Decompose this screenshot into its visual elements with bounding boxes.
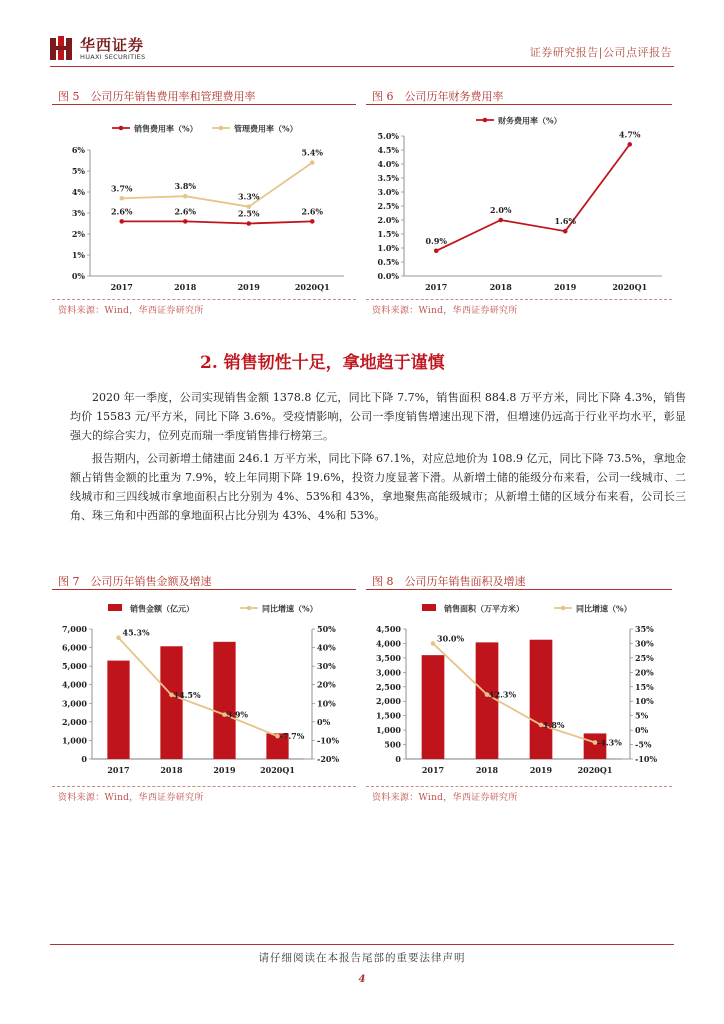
figure6-source-line (366, 299, 672, 300)
y-tick-label: 4% (71, 187, 85, 197)
y-tick-label: 0 (395, 754, 401, 764)
header-divider (50, 66, 674, 67)
bar (476, 642, 499, 759)
data-point (310, 219, 315, 224)
x-tick-label: 2018 (160, 765, 183, 775)
y2-tick-label: 25% (635, 652, 654, 663)
data-point (627, 142, 632, 147)
legend-label-0: 销售面积（万平方米） (444, 603, 524, 614)
series-line-0 (122, 221, 313, 223)
figure5-chart (52, 106, 356, 298)
x-tick-label: 2017 (425, 282, 448, 292)
y2-tick-label: -5% (635, 739, 652, 750)
growth-point (116, 635, 121, 640)
y-tick-label: 0.0% (377, 271, 399, 281)
y2-tick-label: -10% (317, 735, 340, 746)
y2-tick-label: 0% (317, 716, 331, 727)
figure8-title: 图 8 公司历年销售面积及增速 (372, 575, 526, 588)
bar (213, 642, 235, 759)
y-tick-label: 2% (71, 229, 85, 239)
data-label: 2.5% (237, 208, 260, 219)
y-tick-label: 6% (71, 145, 85, 155)
growth-label: 30.0% (437, 633, 465, 644)
data-point (183, 219, 188, 224)
x-tick-label: 2020Q1 (577, 765, 613, 775)
report-type: 证券研究报告|公司点评报告 (529, 46, 672, 59)
figure6-title: 图 6 公司历年财务费用率 (372, 90, 504, 103)
data-label: 2.6% (301, 206, 324, 217)
y2-tick-label: -20% (317, 754, 340, 764)
figure7-chart (52, 591, 356, 783)
figure5-source-line (52, 299, 356, 300)
x-tick-label: 2019 (529, 765, 553, 775)
y-tick-label: 3,000 (61, 698, 87, 709)
figure7-title-line (52, 589, 356, 590)
growth-label: 14.5% (173, 689, 201, 700)
y-tick-label: 2.5% (377, 201, 399, 211)
y-tick-label: 1,500 (375, 710, 401, 721)
y-tick-label: 1.0% (377, 243, 399, 253)
y-tick-label: 3% (71, 208, 85, 218)
data-point (246, 221, 251, 226)
y2-tick-label: 5% (635, 710, 649, 721)
page-number: 4 (358, 974, 366, 985)
y-tick-label: 4,000 (375, 638, 401, 649)
y2-tick-label: 10% (635, 696, 654, 707)
figure7-source-line (52, 786, 356, 787)
bar (530, 640, 553, 759)
y2-tick-label: 40% (317, 642, 336, 653)
legend-marker-0 (483, 118, 488, 123)
legend-marker-1 (247, 606, 252, 611)
data-label: 3.3% (237, 191, 260, 202)
legend-label-1: 同比增速（%） (262, 603, 318, 614)
figure6-source: 资料来源：Wind，华西证券研究所 (372, 306, 518, 316)
y-tick-label: 6,000 (61, 642, 87, 653)
data-point (498, 218, 503, 223)
y-tick-label: 3,000 (375, 667, 401, 678)
growth-line (119, 638, 278, 736)
x-tick-label: 2020Q1 (612, 282, 648, 292)
y-tick-label: 3,500 (375, 652, 401, 663)
growth-label: 1.8% (543, 719, 565, 730)
data-label: 3.7% (110, 183, 133, 194)
legend-swatch-0 (108, 604, 122, 611)
growth-label: 3.9% (226, 709, 249, 720)
y2-tick-label: 10% (317, 698, 336, 709)
y-tick-label: 0 (81, 754, 87, 764)
y-tick-label: 1.5% (377, 229, 399, 239)
y-tick-label: 2,500 (375, 681, 401, 692)
company-name-en: HUAXI SECURITIES (80, 53, 146, 61)
y-tick-label: 4,000 (61, 679, 87, 690)
y-tick-label: 5% (71, 166, 85, 176)
data-point (434, 249, 439, 254)
figure5-title: 图 5 公司历年销售费用率和管理费用率 (58, 90, 256, 103)
figure6-chart (366, 106, 672, 298)
growth-label: 45.3% (122, 627, 150, 638)
y2-tick-label: 50% (317, 624, 336, 634)
y-tick-label: 5,000 (61, 661, 87, 672)
legend-label-0: 销售金额（亿元） (130, 603, 194, 614)
bar (107, 661, 129, 759)
data-label: 1.6% (554, 216, 577, 227)
data-label: 2.6% (110, 206, 133, 217)
growth-point (431, 641, 436, 646)
y-tick-label: 4.5% (377, 145, 399, 155)
y2-tick-label: 35% (635, 624, 654, 634)
series-line-0 (436, 144, 630, 250)
x-tick-label: 2018 (475, 765, 499, 775)
x-tick-label: 2018 (174, 282, 197, 292)
data-label: 5.4% (301, 147, 324, 158)
y-tick-label: 4,500 (375, 624, 401, 634)
legend-marker-1 (561, 606, 566, 611)
legal-notice: 请仔细阅读在本报告尾部的重要法律声明 (258, 952, 466, 964)
legend-marker-0 (119, 126, 124, 131)
y2-tick-label: 15% (635, 681, 654, 692)
x-tick-label: 2018 (489, 282, 512, 292)
y-tick-label: 0% (71, 271, 85, 281)
data-point (310, 160, 315, 165)
figure8-chart (366, 591, 672, 783)
legend-label-0: 销售费用率（%） (134, 123, 198, 134)
data-label: 4.7% (618, 129, 641, 140)
data-point (563, 229, 568, 234)
paragraph-1: 2020 年一季度，公司实现销售金额 1378.8 亿元，同比下降 7.7%，销售面积 884.8 万平方米，同比下降 4.3%，销售均价 15583 元/平方米，同比下降 3.6%。受疫情影响，公司一季度销售增速出现下滑，但增速仍远高于行业平均水平，彰显强大的综合实力，位列克而瑞一季度销售排行榜第三。 (70, 391, 686, 442)
y-tick-label: 3.5% (377, 173, 399, 183)
x-tick-label: 2020Q1 (260, 765, 295, 775)
x-tick-label: 2020Q1 (294, 282, 330, 292)
figure8-source: 资料来源：Wind，华西证券研究所 (372, 793, 518, 803)
figure7-title: 图 7 公司历年销售金额及增速 (58, 575, 212, 588)
figure5-title-line (52, 104, 356, 105)
growth-label: 12.3% (489, 689, 517, 700)
x-tick-label: 2019 (213, 765, 236, 775)
y-tick-label: 5.0% (377, 131, 399, 141)
x-tick-label: 2017 (421, 765, 445, 775)
y2-tick-label: 30% (317, 661, 336, 672)
data-point (119, 196, 124, 201)
figure8-title-line (366, 589, 672, 590)
y-tick-label: 1% (71, 250, 85, 260)
x-tick-label: 2017 (110, 282, 133, 292)
data-point (246, 204, 251, 209)
y-tick-label: 3.0% (377, 187, 399, 197)
huaxi-logo-icon (50, 36, 72, 60)
y-tick-label: 500 (384, 739, 401, 750)
figure8-source-line (366, 786, 672, 787)
y2-tick-label: 30% (635, 638, 654, 649)
y-tick-label: 2,000 (61, 716, 87, 727)
paragraph-2: 报告期内，公司新增土储建面 246.1 万平方米，同比下降 67.1%，对应总地价为 108.9 亿元，同比下降 73.5%，拿地金额占销售金额的比重为 7.9%，较上年同期下降 19.6%，投资力度显著下滑。从新增土储的能级分布来看，公司一线城市、二线城市和三四线城市拿地面积占比分别为 4%、53%和 43%，拿地聚焦高能级城市；从新增土储的区域分布来看，公司长三角、珠三角和中西部的拿地面积占比分别为 43%、4%和 53%。 (70, 452, 686, 522)
growth-label: -7.7% (279, 731, 305, 742)
y-tick-label: 2,000 (375, 696, 401, 707)
data-label: 0.9% (425, 235, 448, 246)
y2-tick-label: 20% (635, 667, 654, 678)
data-point (183, 194, 188, 199)
legend-label-1: 同比增速（%） (576, 603, 632, 614)
x-tick-label: 2019 (237, 282, 260, 292)
y2-tick-label: -10% (635, 754, 658, 764)
bar (422, 655, 445, 759)
company-name-cn: 华西证券 (80, 36, 145, 54)
y-tick-label: 1,000 (375, 725, 401, 736)
y-tick-label: 7,000 (61, 624, 87, 634)
legend-label-1: 管理费用率（%） (234, 123, 298, 134)
legend-swatch-0 (422, 604, 436, 611)
growth-label: -4.3% (597, 737, 622, 748)
data-point (119, 219, 124, 224)
x-tick-label: 2019 (554, 282, 577, 292)
y-tick-label: 0.5% (377, 257, 399, 267)
y-tick-label: 2.0% (377, 215, 399, 225)
footer-divider (50, 944, 674, 945)
y2-tick-label: 0% (635, 725, 649, 736)
body-text (70, 388, 686, 525)
legend-marker-1 (219, 126, 224, 131)
y2-tick-label: 20% (317, 679, 336, 690)
y-tick-label: 4.0% (377, 159, 399, 169)
data-label: 2.0% (489, 205, 512, 215)
figure7-source: 资料来源：Wind，华西证券研究所 (58, 793, 204, 803)
section-title: 2. 销售韧性十足，拿地趋于谨慎 (200, 353, 445, 373)
y-tick-label: 1,000 (61, 735, 87, 746)
x-tick-label: 2017 (107, 765, 130, 775)
legend-label-0: 财务费用率（%） (498, 115, 562, 126)
data-label: 2.6% (174, 206, 197, 217)
series-line-1 (122, 163, 313, 207)
bar (160, 646, 182, 759)
figure6-title-line (366, 104, 672, 105)
data-label: 3.8% (174, 181, 197, 192)
figure5-source: 资料来源：Wind，华西证券研究所 (58, 306, 204, 316)
